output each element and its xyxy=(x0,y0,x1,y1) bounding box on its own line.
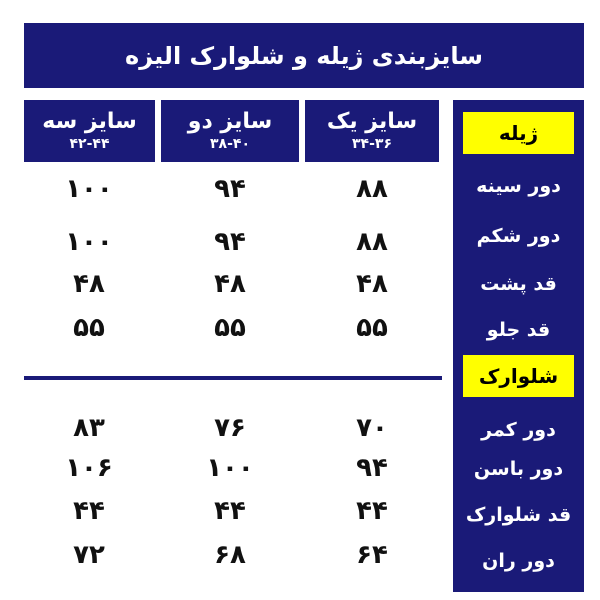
size-2-name: سایز دو xyxy=(187,109,273,134)
size-3-name: سایز سه xyxy=(42,109,137,134)
size-1-header xyxy=(305,100,439,162)
value-cell: ۴۴ xyxy=(214,496,246,526)
size-1-name: سایز یک xyxy=(326,109,418,134)
value-cell: ۶۴ xyxy=(356,540,388,570)
row-label-front-length: قد جلو xyxy=(486,319,551,341)
value-cell: ۵۵ xyxy=(214,313,246,343)
value-cell: ۹۴ xyxy=(356,453,388,483)
row-label-panel xyxy=(453,100,584,592)
value-cell: ۷۲ xyxy=(73,540,105,570)
page-title: سایزبندی ژیله و شلوارک الیزه xyxy=(24,23,584,88)
value-cell: ۴۴ xyxy=(356,496,388,526)
value-cell: ۱۰۰ xyxy=(65,174,113,204)
size-3-range: ۴۲-۴۴ xyxy=(69,136,110,152)
row-label-thigh: دور ران xyxy=(482,550,555,572)
row-label-chest: دور سینه xyxy=(476,175,561,197)
value-cell: ۸۳ xyxy=(73,413,105,443)
row-label-hip: دور باسن xyxy=(473,458,564,480)
value-cell: ۱۰۶ xyxy=(65,453,113,483)
value-cell: ۱۰۰ xyxy=(65,227,113,257)
value-cell: ۵۵ xyxy=(356,313,388,343)
value-cell: ۷۶ xyxy=(214,413,246,443)
size-3-header xyxy=(24,100,155,162)
row-label-belly: دور شکم xyxy=(476,225,561,247)
size-2-range: ۳۸-۴۰ xyxy=(210,136,250,152)
value-cell: ۱۰۰ xyxy=(206,453,254,483)
value-cell: ۸۸ xyxy=(356,174,388,204)
vest-section-label: ژیله xyxy=(463,112,574,154)
value-cell: ۵۵ xyxy=(73,313,105,343)
value-cell: ۸۸ xyxy=(356,227,388,257)
shorts-section-label: شلوارک xyxy=(463,355,574,397)
row-label-shorts-length: قد شلوارک xyxy=(465,504,572,526)
size-1-range: ۳۴-۳۶ xyxy=(352,136,392,152)
value-cell: ۴۸ xyxy=(356,269,388,299)
value-cell: ۹۴ xyxy=(214,227,246,257)
size-2-header xyxy=(161,100,299,162)
value-cell: ۴۸ xyxy=(214,269,246,299)
value-cell: ۷۰ xyxy=(356,413,388,443)
row-label-back-length: قد پشت xyxy=(480,273,557,295)
value-cell: ۹۴ xyxy=(214,174,246,204)
value-cell: ۴۸ xyxy=(73,269,105,299)
row-label-waist: دور کمر xyxy=(481,419,556,441)
value-cell: ۴۴ xyxy=(73,496,105,526)
value-cell: ۶۸ xyxy=(214,540,246,570)
section-divider xyxy=(24,376,442,380)
